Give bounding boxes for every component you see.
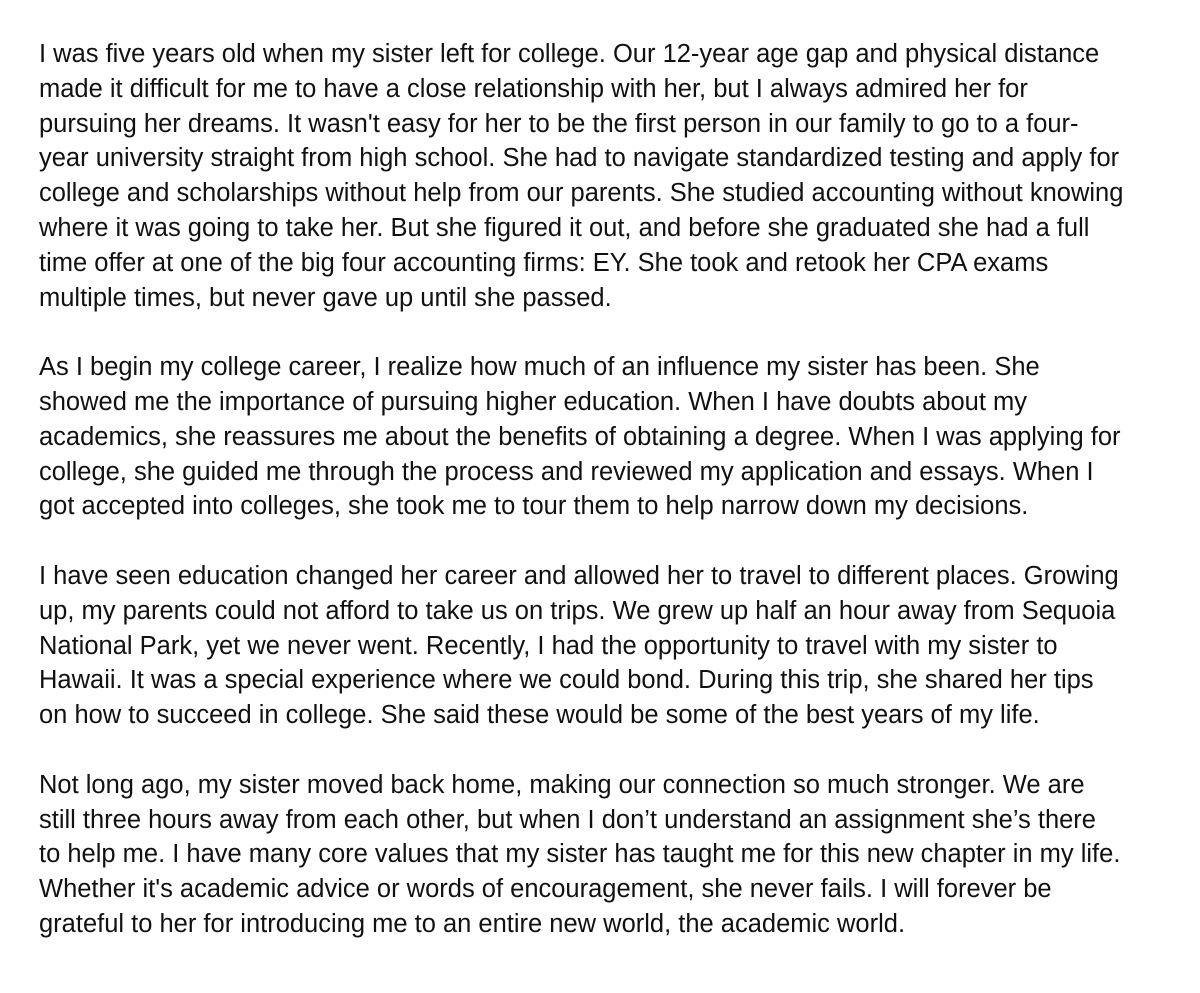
paragraph-line: National Park, yet we never went. Recently, I had the opportunity to travel with my sister to [39,631,1058,660]
paragraph-line: grateful to her for introducing me to an entire new world, the academic world. [39,909,906,938]
paragraph-line: still three hours away from each other, but when I don’t understand an assignment she’s there [39,805,1096,834]
paragraph-4 [39,768,1164,942]
essay-document [39,37,1164,977]
paragraph-2 [39,350,1164,524]
paragraph-line: I was five years old when my sister left for college. Our 12-year age gap and physical distance [39,40,1100,68]
paragraph-line: up, my parents could not afford to take us on trips. We grew up half an hour away from Sequoia [39,596,1116,625]
paragraph-line: multiple times, but never gave up until she passed. [39,283,612,312]
paragraph-line: to help me. I have many core values that my sister has taught me for this new chapter in my life. [39,840,1121,869]
paragraph-line: pursuing her dreams. It wasn't easy for her to be the first person in our family to go to a four- [39,109,1079,138]
paragraph-line: college and scholarships without help from our parents. She studied accounting without knowing [39,179,1124,208]
paragraph-line: got accepted into colleges, she took me to tour them to help narrow down my decisions. [39,492,1029,521]
paragraph-line: college, she guided me through the process and reviewed my application and essays. When I [39,457,1094,486]
paragraph-line: Not long ago, my sister moved back home, making our connection so much stronger. We are [39,770,1085,799]
paragraph-line: where it was going to take her. But she figured it out, and before she graduated she had a full [39,213,1090,242]
paragraph-line: Whether it's academic advice or words of encouragement, she never fails. I will forever be [39,875,1052,904]
paragraph-line: I have seen education changed her career and allowed her to travel to different places. Growing [39,561,1119,590]
paragraph-line: academics, she reassures me about the benefits of obtaining a degree. When I was applying for [39,422,1121,451]
paragraph-line: time offer at one of the big four accounting firms: EY. She took and retook her CPA exams [39,248,1049,277]
paragraph-line: showed me the importance of pursuing higher education. When I have doubts about my [39,387,1028,416]
paragraph-line: Hawaii. It was a special experience where we could bond. During this trip, she shared her tips [39,666,1094,695]
paragraph-line: made it difficult for me to have a close relationship with her, but I always admired her for [39,74,1028,103]
paragraph-1 [39,37,1164,315]
paragraph-line: on how to succeed in college. She said these would be some of the best years of my life. [39,701,1040,730]
paragraph-3 [39,559,1164,733]
paragraph-line: As I begin my college career, I realize how much of an influence my sister has been. She [39,353,1040,382]
paragraph-line: year university straight from high school. She had to navigate standardized testing and apply for [39,144,1120,173]
